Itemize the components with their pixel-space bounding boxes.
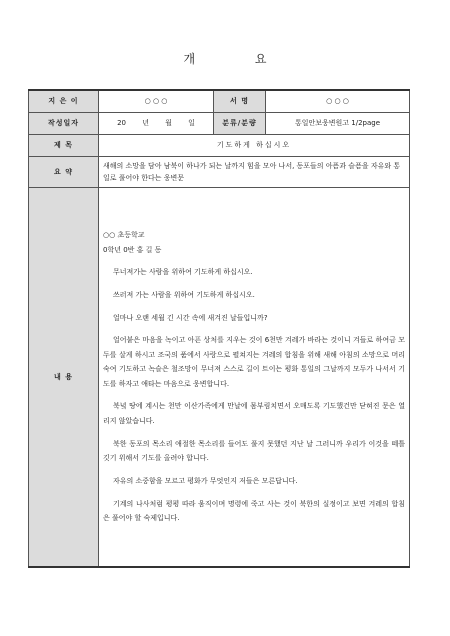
date-label: 작성일자 [29, 112, 99, 134]
author-value: ○ ○ ○ [99, 90, 214, 112]
summary-row [29, 156, 410, 187]
paragraph: 얼어붙은 마음을 녹이고 아픈 상처를 지우는 것이 6천만 겨레가 바라는 것이니 겨들로 하여금 모두를 살게 하시고 조국의 품에서 사랑으로 펼쳐지는 겨레의 합침을 위해 새해 아침의 소망으로 머리 숙여 기도하고 녹슬은 철조망이 무너져 스스로 길이 트이는 평화 통일의 그날까지 모두가 나서서 기도를 하자고 애타는 마음으로 웅변합니다. [103, 336, 405, 388]
paragraph: 기계의 나사처럼 평평 따라 움직이며 명령에 죽고 사는 것이 북한의 실정이고 보면 겨레의 합침은 풀어야 할 숙제입니다. [103, 499, 405, 522]
signature-value: ○ ○ ○ [266, 90, 410, 112]
summary-value: 새해의 소망을 담아 남북이 하나가 되는 날까지 힘을 모아 나서, 동포들의 아픔과 슬픔을 자유와 통일로 풀어야 한다는 웅변문 [99, 156, 410, 187]
paragraph: 얼마나 오랜 세월 긴 시간 속에 새겨진 날들입니까? [113, 313, 268, 322]
paragraph: 쓰러져 가는 사람을 위하여 기도하게 하십시오. [113, 290, 255, 299]
paragraph: 북녘 땅에 계시는 천만 이산가족에게 만날에 몸부림치면서 오매도록 기도했건만 닫혀진 문은 열리지 않았습니다. [103, 402, 405, 425]
content-body [99, 187, 410, 567]
subject-value: 기도하게 하십시오 [99, 134, 410, 156]
subject-label: 제 목 [29, 134, 99, 156]
document-title: 개 요 [183, 52, 295, 66]
content-label: 내 용 [29, 187, 99, 567]
document-form [28, 89, 410, 568]
paragraph: 자유의 소중함을 모르고 평화가 무엇인지 저들은 모른답니다. [113, 476, 298, 485]
category-label: 분류/분량 [214, 112, 266, 134]
author-row [29, 90, 410, 112]
signature-label: 서 명 [214, 90, 266, 112]
date-row [29, 112, 410, 134]
paragraph: 북한 동포의 목소리 애절한 목소리를 들어도 풀지 못했던 지난 날 그러니까 우리가 이것을 떼틀깃기 위해서 기도를 올려야 합니다. [103, 439, 405, 463]
date-value: 20 년 월 일 [99, 112, 214, 134]
school-line: ○○ 초등학교 [103, 231, 145, 239]
category-value: 통일안보웅변원고 1/2page [266, 112, 410, 134]
student-line: 0학년 0반 홍 길 동 [103, 245, 162, 254]
subject-row [29, 134, 410, 156]
paragraph: 무너져가는 사람을 위하여 기도하게 하십시오. [113, 268, 253, 277]
content-row [29, 187, 410, 567]
author-label: 지 은 이 [29, 90, 99, 112]
summary-label: 요 약 [29, 156, 99, 187]
